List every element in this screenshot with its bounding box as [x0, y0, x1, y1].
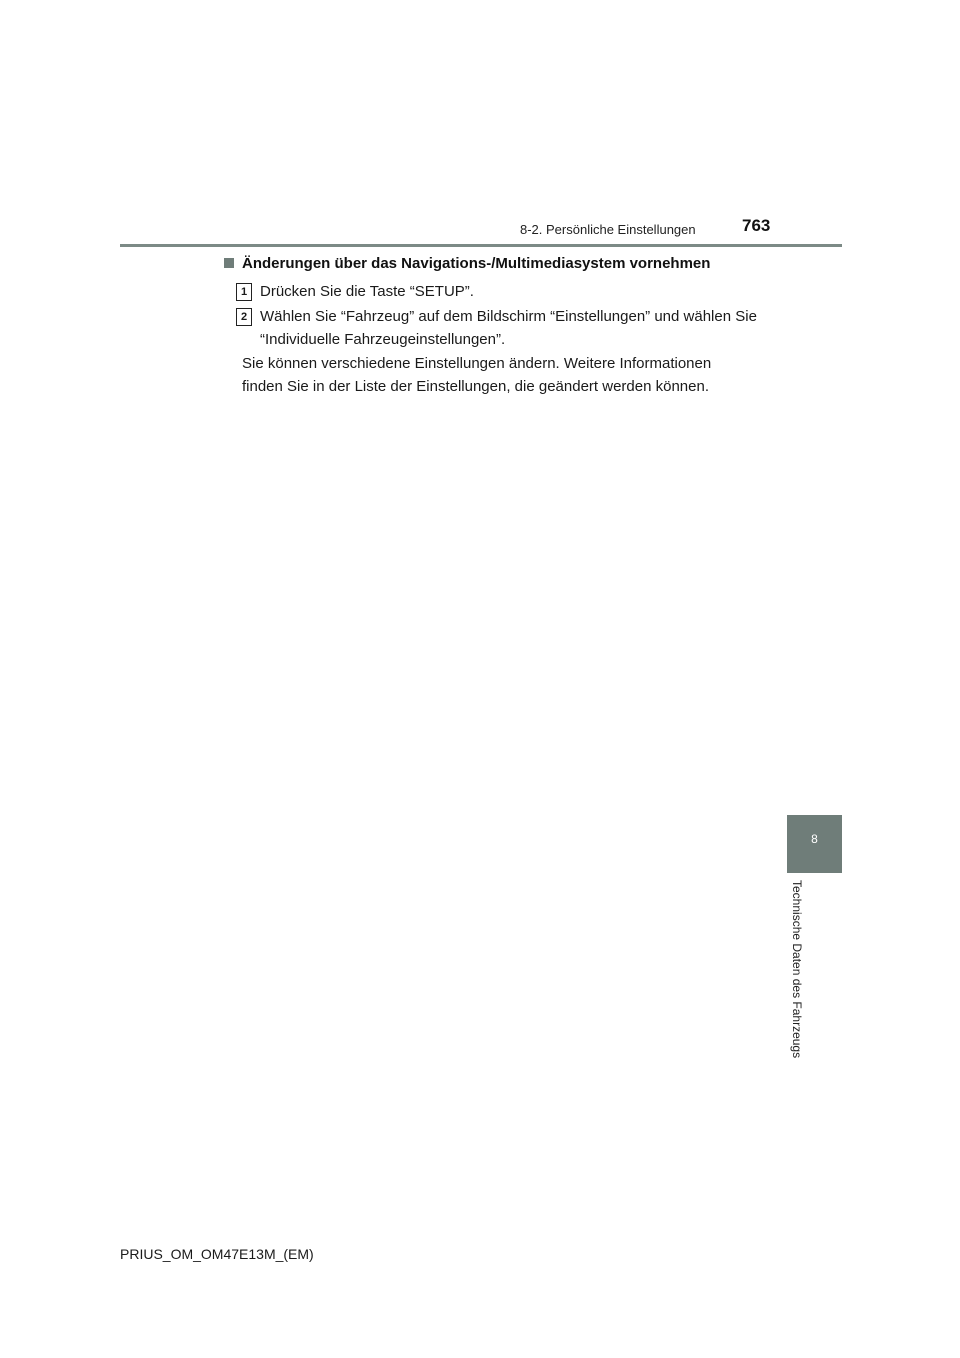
step-text: Wählen Sie “Fahrzeug” auf dem Bildschirm “Einstellungen” und wählen Sie “Individuelle Fahrzeugeinstellungen”. [260, 308, 757, 348]
document-id: PRIUS_OM_OM47E13M_(EM) [120, 1246, 314, 1262]
header-section-title: 8-2. Persönliche Einstellungen [520, 222, 696, 237]
section-heading-text: Änderungen über das Navigations-/Multimediasystem vornehmen [242, 255, 711, 272]
step-number-badge: 1 [236, 283, 252, 301]
page-number: 763 [742, 216, 771, 235]
chapter-tab [787, 815, 842, 873]
step-item [236, 305, 776, 353]
section-heading [224, 255, 710, 272]
square-bullet-icon [224, 258, 234, 268]
step-number-badge: 2 [236, 308, 252, 326]
body-paragraph: Sie können verschiedene Einstellungen ändern. Weitere Informationen finden Sie in der Liste der Einstellungen, die geändert werden können. [242, 355, 712, 395]
step-text: Drücken Sie die Taste “SETUP”. [260, 283, 474, 300]
step-item [236, 280, 776, 304]
chapter-label: Technische Daten des Fahrzeugs [790, 880, 804, 1059]
chapter-number: 8 [811, 832, 818, 846]
header-divider [120, 244, 842, 247]
